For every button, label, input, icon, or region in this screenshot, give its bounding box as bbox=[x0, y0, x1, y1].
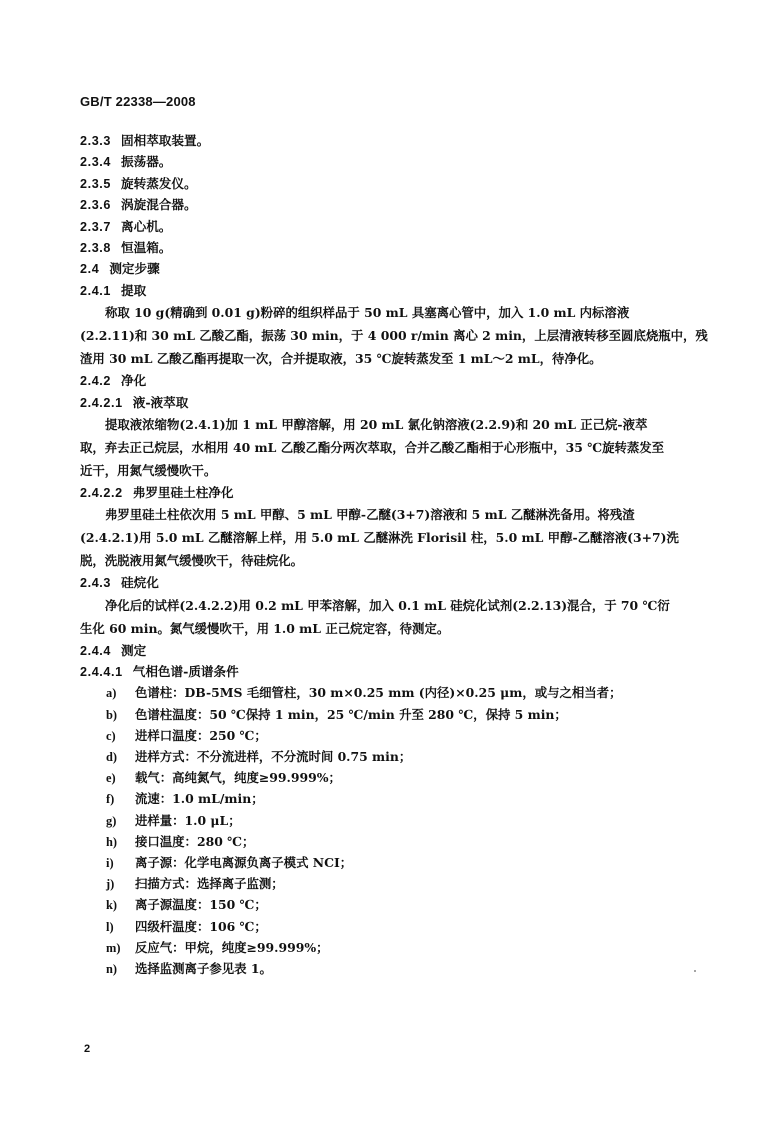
paragraph bbox=[80, 594, 706, 640]
section-title: 旋转蒸发仪。 bbox=[121, 175, 197, 191]
section-number: 2.3.3 bbox=[80, 134, 112, 148]
list-item-text: 接口温度：280 ℃； bbox=[135, 833, 255, 849]
list-item-text: 色谱柱：DB-5MS 毛细管柱，30 m×0.25 mm (内径)×0.25 μm，或与之相当者； bbox=[135, 685, 622, 701]
section-heading bbox=[80, 640, 706, 661]
paragraph-line: 近干，用氮气缓慢吹干。 bbox=[80, 462, 217, 478]
list-item bbox=[106, 873, 706, 894]
list-item-label: f) bbox=[106, 792, 115, 807]
section-title: 涡旋混合器。 bbox=[121, 197, 197, 213]
section-title: 振荡器。 bbox=[121, 154, 172, 170]
list-item-text: 反应气：甲烷，纯度≥99.999%； bbox=[135, 939, 329, 955]
list-item-text: 色谱柱温度：50 ℃保持 1 min，25 ℃/min 升至 280 ℃，保持 5 min； bbox=[135, 706, 567, 722]
section-title: 硅烷化 bbox=[121, 575, 159, 591]
paragraph-line: 脱，洗脱液用氮气缓慢吹干，待硅烷化。 bbox=[80, 553, 304, 569]
section-title: 测定 bbox=[121, 642, 147, 658]
list-item-text: 载气：高纯氮气，纯度≥99.999%； bbox=[135, 770, 341, 786]
list-item-label: n) bbox=[106, 961, 118, 976]
list-item-text: 离子源：化学电离源负离子模式 NCI； bbox=[135, 854, 353, 870]
condition-list bbox=[106, 682, 706, 979]
section-number: 2.4.2 bbox=[80, 374, 112, 389]
list-item-label: d) bbox=[106, 750, 118, 765]
section-number: 2.4.1 bbox=[80, 283, 112, 298]
section-heading bbox=[80, 130, 706, 151]
section-heading bbox=[80, 392, 706, 413]
section-number: 2.4.3 bbox=[80, 576, 112, 591]
list-item-label: a) bbox=[106, 686, 117, 701]
list-item-text: 选择监测离子参见表 1。 bbox=[135, 960, 272, 976]
section-title: 离心机。 bbox=[121, 218, 172, 234]
section-heading bbox=[80, 280, 706, 301]
paragraph-line: 提取液浓缩物(2.4.1)加 1 mL 甲醇溶解，用 20 mL 氯化钠溶液(2.2.9)和 20 mL 正己烷-液萃 bbox=[105, 416, 648, 432]
paragraph bbox=[80, 503, 706, 572]
list-item bbox=[106, 916, 706, 937]
section-number: 2.4.4 bbox=[80, 643, 112, 658]
paragraph-line: (2.2.11)和 30 mL 乙酸乙酯，振荡 30 min，于 4 000 r/min 离心 2 min，上层清液转移至圆底烧瓶中，残 bbox=[80, 328, 708, 344]
list-item-label: j) bbox=[106, 877, 115, 892]
section-title: 净化 bbox=[121, 373, 147, 389]
section-title: 气相色谱-质谱条件 bbox=[132, 664, 239, 680]
list-item bbox=[106, 831, 706, 852]
section-number: 2.3.7 bbox=[80, 219, 112, 234]
list-item-text: 进样口温度：250 ℃； bbox=[135, 727, 267, 743]
list-item-text: 离子源温度：150 ℃； bbox=[135, 897, 267, 913]
section-number: 2.3.8 bbox=[80, 240, 112, 255]
list-item bbox=[106, 958, 706, 979]
section-number: 2.3.5 bbox=[80, 176, 112, 191]
standard-code-header: GB/T 22338—2008 bbox=[80, 94, 196, 109]
document-body bbox=[80, 130, 706, 979]
section-heading bbox=[80, 258, 706, 279]
section-heading bbox=[80, 237, 706, 258]
section-heading bbox=[80, 572, 706, 593]
list-item-text: 进样方式：不分流进样，不分流时间 0.75 min； bbox=[135, 749, 412, 765]
list-item-text: 扫描方式：选择离子监测； bbox=[135, 876, 284, 892]
section-heading bbox=[80, 661, 706, 682]
section-heading bbox=[80, 173, 706, 194]
section-title: 测定步骤 bbox=[109, 261, 160, 277]
paragraph-line: 生化 60 min。氮气缓慢吹干，用 1.0 mL 正己烷定容，待测定。 bbox=[80, 620, 450, 636]
section-number: 2.3.6 bbox=[80, 198, 112, 213]
section-title: 液-液萃取 bbox=[132, 394, 189, 410]
list-item-label: g) bbox=[106, 813, 117, 828]
section-heading bbox=[80, 482, 706, 503]
list-item-text: 进样量：1.0 μL； bbox=[135, 812, 241, 828]
section-number: 2.4.2.1 bbox=[80, 395, 123, 410]
scan-speck bbox=[694, 970, 696, 972]
paragraph-line: 取，弃去正己烷层，水相用 40 mL 乙酸乙酯分两次萃取，合并乙酸乙酯相于心形瓶中，35 ℃旋转蒸发至 bbox=[80, 439, 665, 455]
list-item bbox=[106, 746, 706, 767]
section-title: 固相萃取装置。 bbox=[121, 133, 210, 148]
list-item-label: l) bbox=[106, 919, 114, 934]
list-item bbox=[106, 767, 706, 788]
list-item-text: 四级杆温度：106 ℃； bbox=[135, 918, 267, 934]
list-item bbox=[106, 852, 706, 873]
paragraph-line: 弗罗里硅土柱依次用 5 mL 甲醇、5 mL 甲醇-乙醚(3+7)溶液和 5 mL 乙醚淋洗备用。将残渣 bbox=[105, 507, 635, 523]
section-number: 2.4 bbox=[80, 262, 100, 277]
list-item-label: e) bbox=[106, 771, 116, 786]
section-title: 弗罗里硅土柱净化 bbox=[132, 484, 234, 500]
list-item-label: h) bbox=[106, 834, 118, 849]
section-number: 2.3.4 bbox=[80, 155, 112, 170]
list-item-label: k) bbox=[106, 898, 118, 913]
section-heading bbox=[80, 216, 706, 237]
list-item bbox=[106, 810, 706, 831]
section-number: 2.4.2.2 bbox=[80, 485, 123, 500]
section-title: 提取 bbox=[121, 282, 147, 298]
paragraph-line: (2.4.2.1)用 5.0 mL 乙醚溶解上样，用 5.0 mL 乙醚淋洗 Florisil 柱，5.0 mL 甲醇-乙醚溶液(3+7)洗 bbox=[80, 530, 679, 546]
section-heading bbox=[80, 370, 706, 391]
section-number: 2.4.4.1 bbox=[80, 665, 123, 680]
list-item-label: b) bbox=[106, 707, 118, 722]
list-item-label: m) bbox=[106, 940, 121, 955]
paragraph bbox=[80, 413, 706, 482]
list-item-label: c) bbox=[106, 728, 116, 743]
list-item bbox=[106, 788, 706, 809]
list-item bbox=[106, 937, 706, 958]
paragraph-line: 净化后的试样(2.4.2.2)用 0.2 mL 甲苯溶解，加入 0.1 mL 硅烷化试剂(2.2.13)混合，于 70 ℃衍 bbox=[105, 597, 670, 613]
page-number: 2 bbox=[84, 1043, 91, 1055]
list-item bbox=[106, 704, 706, 725]
paragraph-line: 称取 10 g(精确到 0.01 g)粉碎的组织样品于 50 mL 具塞离心管中，加入 1.0 mL 内标溶液 bbox=[105, 305, 630, 321]
section-heading bbox=[80, 151, 706, 172]
list-item bbox=[106, 894, 706, 915]
list-item-label: i) bbox=[106, 855, 114, 870]
section-title: 恒温箱。 bbox=[121, 239, 172, 255]
list-item-text: 流速：1.0 mL/min； bbox=[135, 791, 264, 807]
section-heading bbox=[80, 194, 706, 215]
list-item bbox=[106, 682, 706, 703]
paragraph-line: 渣用 30 mL 乙酸乙酯再提取一次，合并提取液，35 ℃旋转蒸发至 1 mL～2 mL，待净化。 bbox=[80, 351, 602, 367]
list-item bbox=[106, 725, 706, 746]
paragraph bbox=[80, 301, 706, 370]
